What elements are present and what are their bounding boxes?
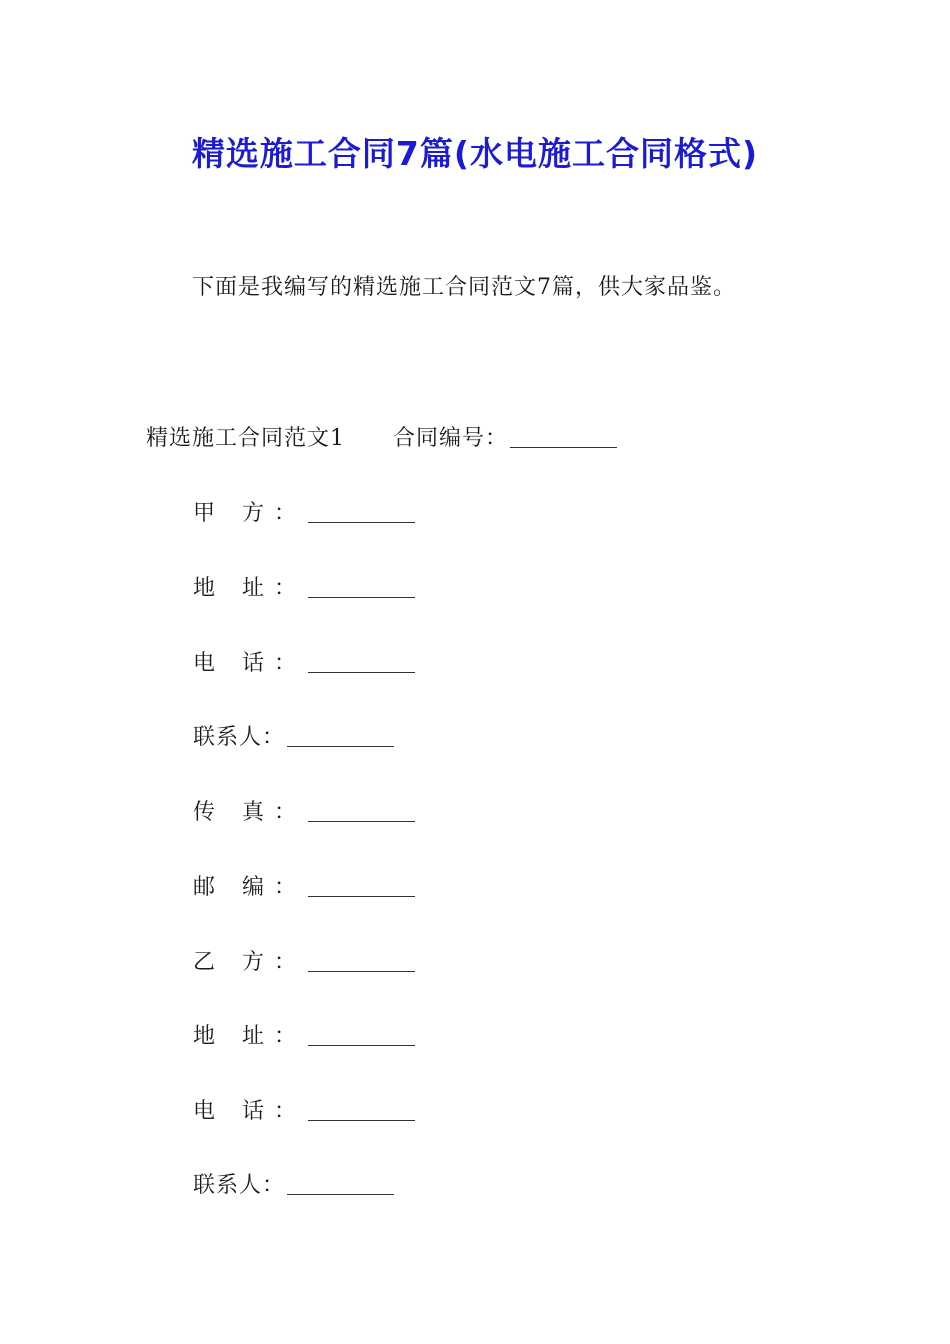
field-blank <box>308 820 415 822</box>
party-a-fax-field <box>193 795 415 826</box>
document-title: 精选施工合同7篇(水电施工合同格式) <box>191 134 759 173</box>
party-b-phone-field <box>193 1094 415 1125</box>
field-label: 电 话： <box>193 651 306 676</box>
field-label: 联系人： <box>193 1173 286 1198</box>
field-label: 电 话： <box>193 1099 306 1124</box>
field-blank <box>287 1193 394 1195</box>
field-label: 地 址： <box>193 1024 306 1049</box>
contract-number-label: 合同编号： <box>393 426 509 451</box>
field-blank <box>308 671 415 673</box>
field-label: 乙 方： <box>193 950 306 975</box>
field-label: 邮 编： <box>193 875 306 900</box>
field-blank <box>308 1044 415 1046</box>
field-label: 联系人： <box>193 725 286 750</box>
field-label: 传 真： <box>193 800 306 825</box>
party-a-field <box>193 496 415 527</box>
party-a-contact-field <box>193 720 394 751</box>
intro-paragraph: 下面是我编写的精选施工合同范文7篇，供大家品鉴。 <box>192 275 736 300</box>
field-blank <box>308 521 415 523</box>
party-a-address-field <box>193 571 415 602</box>
field-blank <box>308 596 415 598</box>
field-blank <box>308 970 415 972</box>
party-a-postcode-field <box>193 870 415 901</box>
party-b-address-field <box>193 1019 415 1050</box>
section-heading: 精选施工合同范文1 <box>146 426 345 451</box>
field-label: 甲 方： <box>193 501 306 526</box>
party-b-field <box>193 945 415 976</box>
field-blank <box>287 745 394 747</box>
party-a-phone-field <box>193 646 415 677</box>
field-blank <box>308 1119 415 1121</box>
field-label: 地 址： <box>193 576 306 601</box>
field-blank <box>308 895 415 897</box>
section-heading-row <box>146 421 617 452</box>
contract-number-blank <box>510 446 617 448</box>
party-b-contact-field <box>193 1168 394 1199</box>
